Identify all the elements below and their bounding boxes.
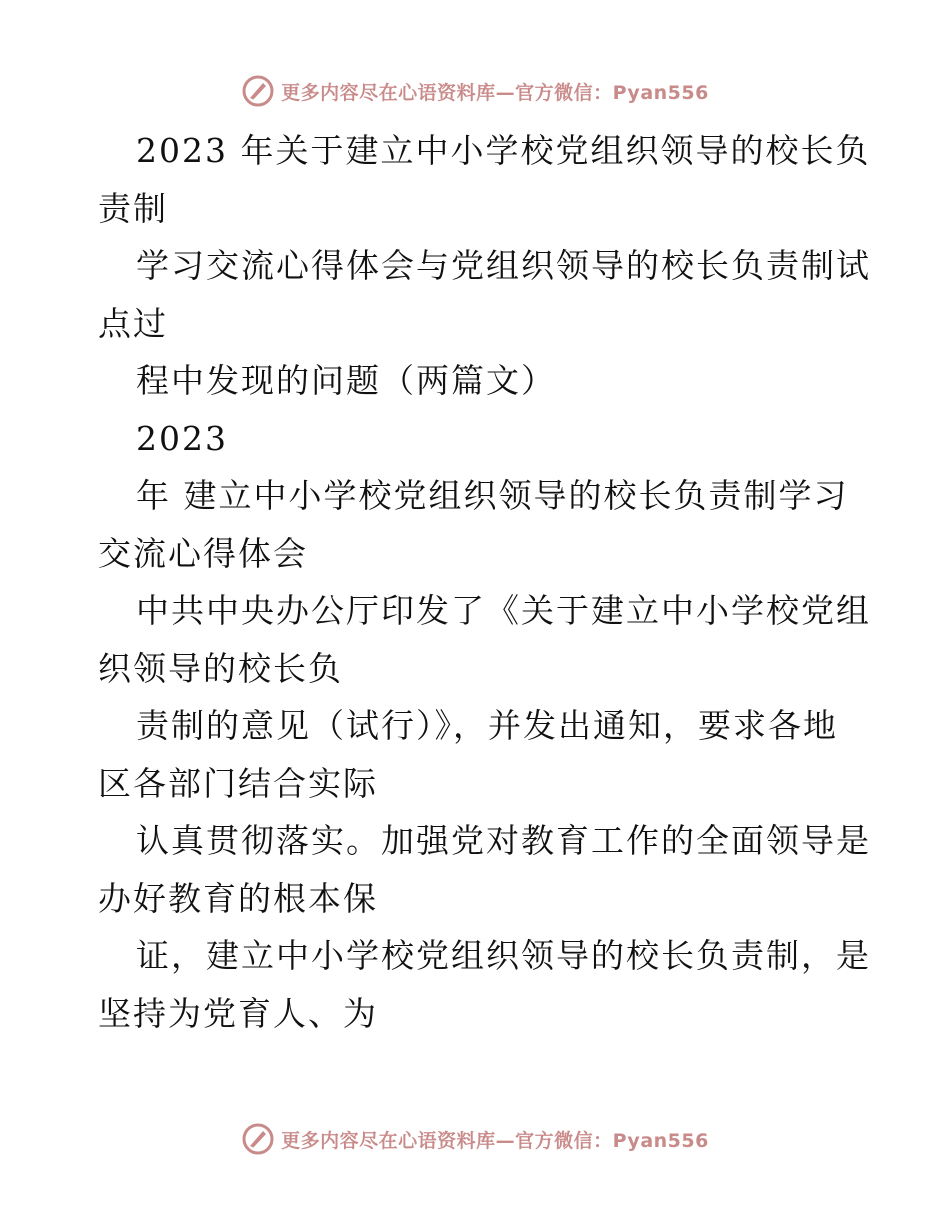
text-line: 2023 年关于建立中小学校党组织领导的校长负 [136, 131, 871, 170]
logo-icon [241, 74, 275, 108]
watermark-text: 更多内容尽在心语资料库—官方微信：Pyan556 [281, 81, 709, 104]
text-line: 中共中央办公厅印发了《关于建立中小学校党组 [136, 591, 871, 630]
logo-icon [241, 1122, 275, 1156]
header-watermark [0, 71, 950, 111]
text-line: 学习交流心得体会与党组织领导的校长负责制试 [136, 246, 871, 285]
text-line: 程中发现的问题（两篇文） [136, 361, 556, 400]
watermark-text: 更多内容尽在心语资料库—官方微信：Pyan556 [281, 1129, 709, 1152]
text-line: 2023 [136, 418, 228, 458]
document-body [98, 122, 871, 1042]
text-line: 办好教育的根本保 [98, 878, 378, 918]
text-line: 证，建立中小学校党组织领导的校长负责制，是 [136, 936, 871, 975]
footer-watermark [0, 1119, 950, 1159]
text-line: 交流心得体会 [98, 533, 308, 573]
text-line: 坚持为党育人、为 [98, 993, 378, 1033]
text-line: 年 建立中小学校党组织领导的校长负责制学习 [136, 476, 849, 515]
text-line: 责制的意见（试行）》，并发出通知，要求各地 [136, 706, 838, 745]
text-line: 责制 [98, 188, 168, 228]
text-line: 区各部门结合实际 [98, 763, 378, 803]
text-line: 织领导的校长负 [98, 648, 343, 688]
text-line: 认真贯彻落实。加强党对教育工作的全面领导是 [136, 821, 871, 860]
text-line: 点过 [98, 303, 168, 343]
